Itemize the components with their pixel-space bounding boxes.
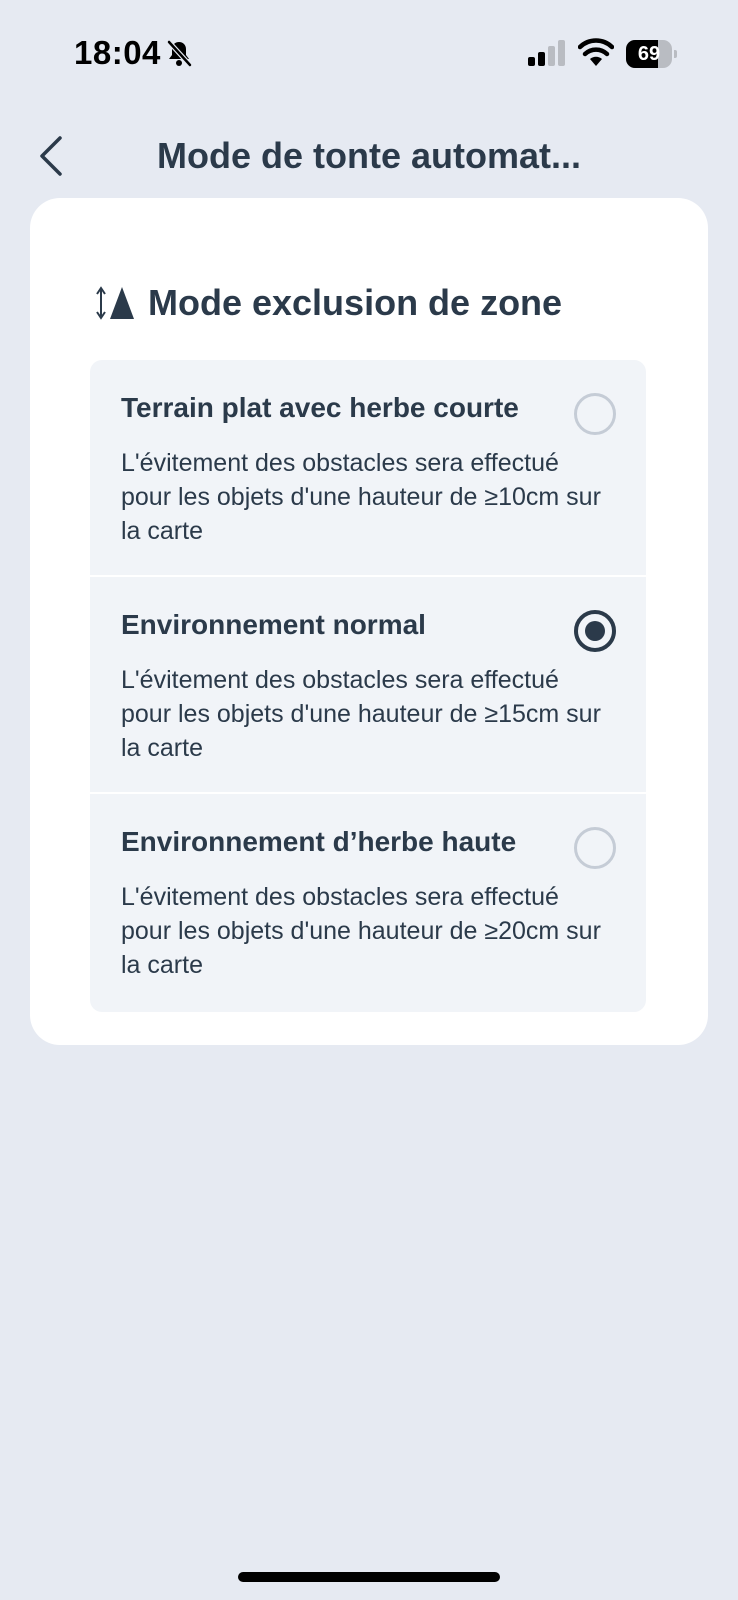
home-indicator [238,1572,500,1582]
radio-button[interactable] [574,827,616,869]
battery-tip [674,50,677,58]
status-bar [0,0,738,110]
option-description: L'évitement des obstacles sera effectué pour les objets d'une hauteur de ≥15cm sur la carte [121,666,601,762]
option-normal-environment[interactable] [90,577,646,794]
page-title: Mode de tonte automat... [156,135,581,176]
radio-button[interactable] [574,393,616,435]
section-title: Mode exclusion de zone [148,282,563,323]
radio-dot [585,621,605,641]
back-button[interactable] [30,130,78,182]
settings-card [30,198,708,1045]
option-description: L'évitement des obstacles sera effectué pour les objets d'une hauteur de ≥10cm sur la carte [121,449,601,545]
header [0,120,738,192]
battery-icon [626,40,676,68]
bell-slash-icon [164,38,194,68]
radio-button[interactable] [574,610,616,652]
battery-level: 69 [637,43,661,65]
battery-body [626,40,672,68]
option-title: Environnement d’herbe haute [121,826,517,857]
option-tall-grass[interactable] [90,794,646,1012]
cellular-signal-icon [528,40,566,66]
options-list [90,360,646,1012]
section-header [96,278,562,328]
chevron-left-icon [42,138,60,174]
option-title: Environnement normal [121,609,426,640]
wifi-icon [578,38,614,66]
option-title: Terrain plat avec herbe courte [121,392,519,423]
option-short-grass[interactable] [90,360,646,577]
option-description: L'évitement des obstacles sera effectué pour les objets d'une hauteur de ≥20cm sur la carte [121,883,601,979]
obstacle-height-icon [96,285,138,321]
status-time: 18:04 [74,34,161,71]
